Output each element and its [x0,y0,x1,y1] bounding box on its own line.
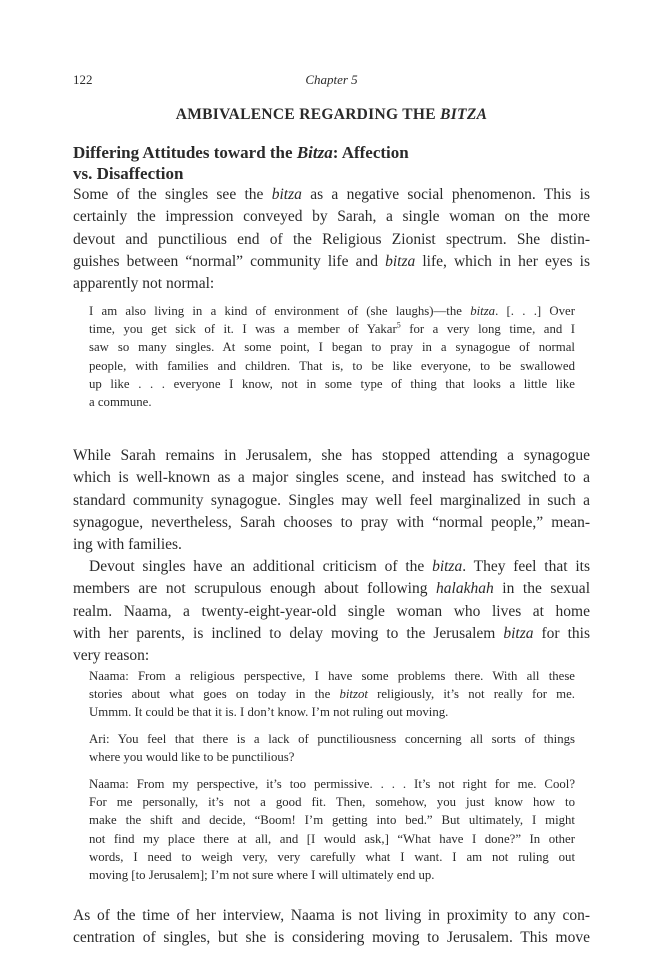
footnote-marker: 5 [396,320,401,330]
section-heading: Differing Attitudes toward the Bitza: Affection vs. Disaffection [73,143,409,183]
chapter-label: Chapter 5 [305,72,358,87]
chapter-title: AMBIVALENCE REGARDING THE BITZA [175,106,488,123]
body-paragraph-4: As of the time of her interview, Naama is not living in proximity to any con- centration of singles, but she is considering moving to Jerusalem. This move [73,907,590,947]
block-quote-naama-2: Naama: From my perspective, it’s too permissive. . . . It’s not right for me. Cool? For me personally, it’s not a good fit. Then, somehow, you just know how to make the shift and decide, “Boom! I’m getting into bed.” But ultimately, I might not find my place there at all, and [I would ask,] “What have I done?” In other words, I need to weigh very, very carefully what I want. I am not ruling out moving [to Jerusalem]; I’m not sure where I will ultimately end up. [89,777,575,883]
body-paragraph-2: While Sarah remains in Jerusalem, she has stopped attending a synagogue which is well-known as a major singles scene, and instead has switched to a standard community synagogue. Singles may well feel marginalized in such a synagogue, nevertheless, Sarah chooses to pray with “normal people,” mean- ing with families. [73,447,590,554]
block-quote-ari: Ari: You feel that there is a lack of punctiliousness concerning all sorts of things where you would like to be punctilious? [89,732,575,765]
block-quote-sarah: I am also living in a kind of environment of (she laughs)—the bitza. [. . .] Over time, you get sick of it. I was a member of Yakar$^5$ for a very long time, and I saw so many singles. At some point, I began to pray in a synagogue of normal people, with families and children. That is, to be like everyone, to be swallowed up like . . . everyone I know, not in some type of thing that looks a little like a commune. [89,304,575,410]
body-paragraph-3: Devout singles have an additional criticism of the bitza. They feel that its members are not scrupulous enough about following halakhah in the sexual realm. Naama, a twenty-eight-year-old single woman who lives at home with her parents, is inclined to delay moving to the Jerusalem bitza for this very reason: [73,558,590,665]
body-paragraph-1: Some of the singles see the bitza as a negative social phenomenon. This is certainly the impression conveyed by Sarah, a single woman on the more devout and punctilious end of the Religious Zionist spectrum. She distin- guishes between “normal” community life and bitza life, which in her eyes is apparently not normal: [73,186,590,293]
block-quote-naama-1: Naama: From a religious perspective, I have some problems there. With all these stories about what goes on today in the bitzot religiously, it’s not really for me. Ummm. It could be that it is. I don’t know. I’m not ruling out moving. [89,669,575,720]
page-number: 122 [73,72,93,87]
running-head [73,72,590,90]
